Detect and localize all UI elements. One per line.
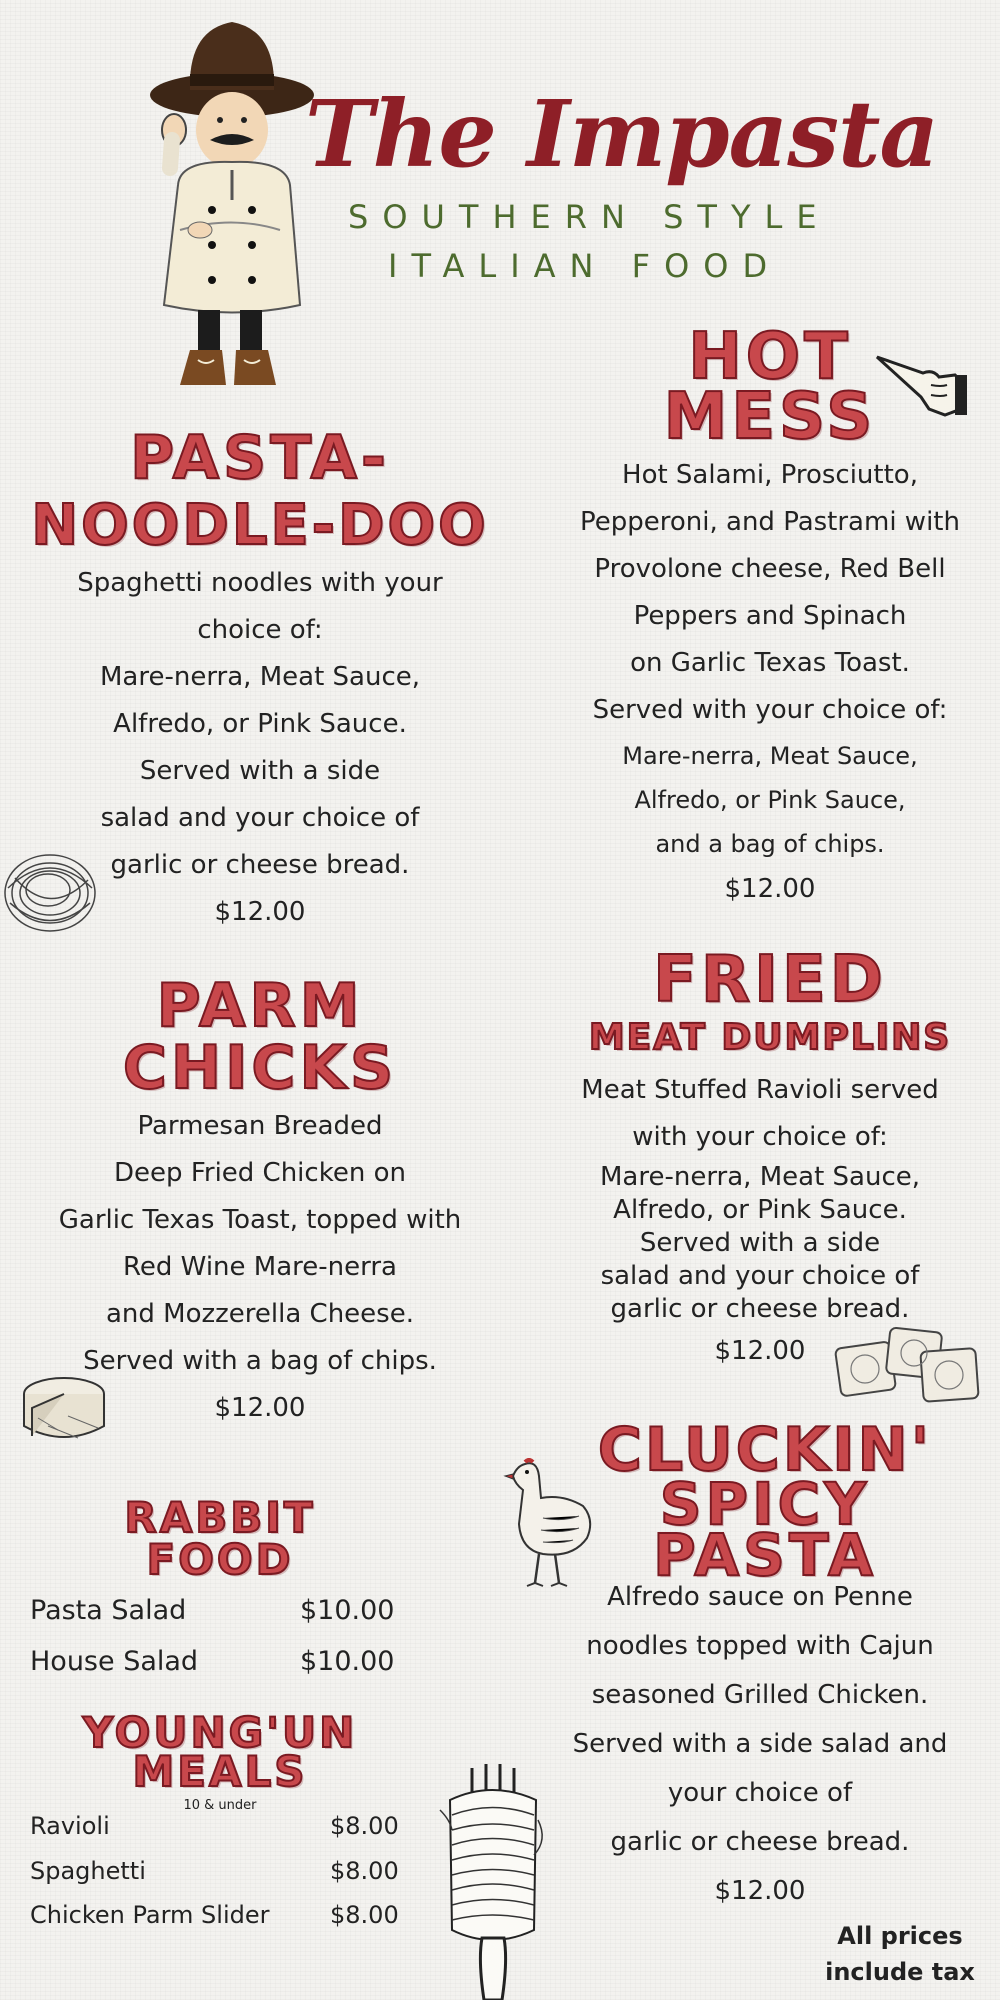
youngun-item-price: $8.00 bbox=[330, 1901, 399, 1929]
rabbit-item-name: Pasta Salad bbox=[30, 1595, 187, 1626]
cluckin-line: your choice of bbox=[667, 1778, 853, 1808]
fried-title-line-2: MEAT DUMPLINS bbox=[588, 1017, 952, 1058]
pasta-noodle-line: garlic or cheese bread. bbox=[110, 850, 410, 880]
hot-mess-line: Provolone cheese, Red Bell bbox=[594, 554, 946, 584]
youngun-title-line-2: MEALS bbox=[132, 1747, 308, 1796]
pasta-noodle-title-line-2: NOODLE-DOO bbox=[31, 493, 489, 558]
hot-mess-line: Alfredo, or Pink Sauce, bbox=[634, 786, 906, 814]
pasta-noodle-line: Alfredo, or Pink Sauce. bbox=[113, 709, 407, 739]
parm-line: Parmesan Breaded bbox=[137, 1111, 383, 1141]
parm-line: and Mozzerella Cheese. bbox=[105, 1299, 414, 1329]
pasta-noodle-description bbox=[55, 560, 465, 936]
parm-line: Deep Fried Chicken on bbox=[114, 1158, 406, 1188]
fried-line: Served with a side bbox=[639, 1228, 881, 1258]
pasta-noodle-line: Served with a side bbox=[139, 756, 381, 786]
hot-mess-line: Served with your choice of: bbox=[592, 695, 948, 725]
pointing-hand-icon bbox=[875, 345, 970, 425]
fried-line: Alfredo, or Pink Sauce. bbox=[613, 1195, 907, 1225]
cluckin-line: seasoned Grilled Chicken. bbox=[591, 1680, 929, 1710]
fried-line: Mare-nerra, Meat Sauce, bbox=[599, 1162, 920, 1192]
hot-mess-title-line-2: MESS bbox=[663, 380, 877, 454]
parm-title-line-1: PARM bbox=[156, 971, 364, 1041]
fried-price: $12.00 bbox=[714, 1336, 806, 1366]
ravioli-icon bbox=[830, 1320, 985, 1410]
youngun-item-price: $8.00 bbox=[330, 1812, 399, 1840]
fried-line: salad and your choice of bbox=[600, 1261, 920, 1291]
brand-tagline-2: ITALIAN FOOD bbox=[388, 247, 782, 285]
hot-mess-title-line-1: HOT bbox=[688, 320, 852, 394]
spaghetti-nest-icon bbox=[0, 838, 100, 943]
hot-mess-line: Hot Salami, Prosciutto, bbox=[622, 460, 918, 490]
pasta-noodle-title-line-1: PASTA- bbox=[130, 423, 390, 493]
pasta-noodle-line: Spaghetti noodles with your bbox=[77, 568, 443, 598]
youngun-item-name: Ravioli bbox=[30, 1812, 110, 1840]
youngun-item-price: $8.00 bbox=[330, 1857, 399, 1885]
parm-price: $12.00 bbox=[214, 1393, 306, 1423]
rabbit-item-price: $10.00 bbox=[300, 1646, 395, 1677]
parm-line: Red Wine Mare-nerra bbox=[123, 1252, 397, 1282]
cluckin-line: Alfredo sauce on Penne bbox=[607, 1582, 913, 1612]
rabbit-item-price: $10.00 bbox=[300, 1595, 395, 1626]
parm-title-line-2: CHICKS bbox=[122, 1033, 398, 1103]
fork-with-spaghetti-icon bbox=[430, 1760, 555, 2000]
youngun-title-line-1: YOUNG'UN bbox=[82, 1708, 358, 1757]
fried-line: Meat Stuffed Ravioli served bbox=[581, 1075, 939, 1105]
pasta-noodle-price: $12.00 bbox=[214, 897, 306, 927]
parm-line: Served with a bag of chips. bbox=[83, 1346, 437, 1376]
cluckin-line: noodles topped with Cajun bbox=[586, 1631, 934, 1661]
cluckin-line: Served with a side salad and bbox=[572, 1729, 948, 1759]
youngun-item-name: Spaghetti bbox=[30, 1857, 146, 1885]
hot-mess-line: and a bag of chips. bbox=[655, 830, 885, 858]
cluckin-title-line-2: SPICY bbox=[659, 1470, 871, 1538]
rabbit-title-line-2: FOOD bbox=[146, 1535, 294, 1584]
parm-line: Garlic Texas Toast, topped with bbox=[58, 1205, 462, 1235]
fried-line: garlic or cheese bread. bbox=[610, 1294, 910, 1324]
cluckin-description bbox=[555, 1573, 965, 1916]
tax-note-line-1: All prices bbox=[837, 1922, 963, 1950]
brand-tagline-1: SOUTHERN STYLE bbox=[348, 198, 831, 236]
cluckin-price: $12.00 bbox=[714, 1876, 806, 1906]
pasta-noodle-line: salad and your choice of bbox=[100, 803, 420, 833]
fried-line: with your choice of: bbox=[632, 1122, 888, 1152]
hot-mess-line: Mare-nerra, Meat Sauce, bbox=[622, 742, 918, 770]
hot-mess-line: on Garlic Texas Toast. bbox=[630, 648, 910, 678]
cluckin-line: garlic or cheese bread. bbox=[610, 1827, 910, 1857]
cluckin-title-line-3: PASTA bbox=[653, 1521, 877, 1589]
hot-mess-line: Pepperoni, and Pastrami with bbox=[580, 507, 960, 537]
cluckin-title-line-1: CLUCKIN' bbox=[597, 1415, 933, 1485]
cheese-wheel-icon bbox=[18, 1368, 110, 1450]
fried-title-line-1: FRIED bbox=[653, 943, 887, 1017]
hot-mess-line: Peppers and Spinach bbox=[633, 601, 907, 631]
rabbit-item-name: House Salad bbox=[30, 1646, 199, 1677]
hot-mess-description bbox=[565, 452, 975, 913]
rabbit-title-line-1: RABBIT bbox=[124, 1493, 316, 1542]
pasta-noodle-line: choice of: bbox=[197, 615, 323, 645]
tax-note-line-2: include tax bbox=[825, 1958, 975, 1986]
youngun-item-name: Chicken Parm Slider bbox=[30, 1901, 270, 1929]
hot-mess-price: $12.00 bbox=[724, 874, 816, 904]
pasta-noodle-line: Mare-nerra, Meat Sauce, bbox=[99, 662, 420, 692]
youngun-age-note: 10 & under bbox=[183, 1798, 257, 1813]
chef-mascot-illustration bbox=[140, 10, 320, 395]
brand-name: The Impasta bbox=[305, 80, 939, 188]
tax-note bbox=[815, 1918, 985, 1990]
